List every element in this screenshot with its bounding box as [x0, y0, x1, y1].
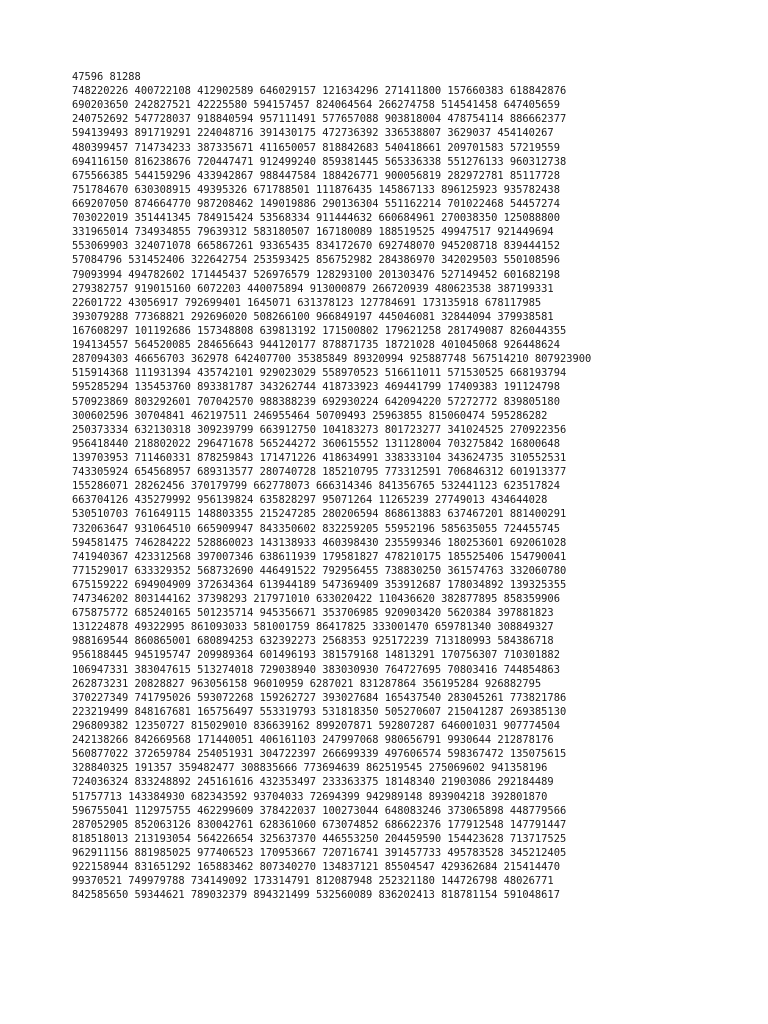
number-line: 300602596 30704841 462197511 246955464 50709493 25963855 815060474 595286282: [72, 409, 548, 422]
number-line: 724036324 833248892 245161616 432353497 233363375 18148340 21903086 292184489: [72, 776, 554, 789]
number-line: 240752692 547728037 918840594 957111491 577657088 903818004 478754114 886662377: [72, 113, 567, 126]
number-line: 99370521 749979788 734149092 173314791 812087948 252321180 144726798 48026771: [72, 875, 554, 888]
number-line: 530510703 761649115 148803355 215247285 280206594 868613883 637467201 881400291: [72, 508, 567, 521]
number-line: 131224878 49322995 861093033 581001759 86417825 333001470 659781340 308849327: [72, 621, 554, 634]
number-line: 250373334 632130318 309239799 663912750 104183273 801723277 341024525 270922356: [72, 423, 567, 436]
number-line: 988169544 860865001 680894253 632392273 2568353 925172239 713180993 584386718: [72, 635, 554, 648]
number-line: 167608297 101192686 157348808 639813192 171500802 179621258 281749087 826044355: [72, 324, 567, 337]
number-line: 328840325 191357 359482477 308835666 773694639 862519545 275069602 941358196: [72, 762, 548, 775]
number-line: 741940367 423312568 397007346 638611939 179581827 478210175 185525406 154790041: [72, 550, 567, 563]
number-line: 560877022 372659784 254051931 304722397 266699339 497606574 598367472 135075615: [72, 748, 567, 761]
number-line: 242138266 842669568 171440051 406161103 247997068 980656791 9930644 212878176: [72, 734, 554, 747]
number-line: 515914368 111931394 435742101 929023029 558970523 516611011 571530525 668193794: [72, 367, 567, 380]
number-line: 732063647 931064510 665909947 843350602 832259205 55952196 585635055 724455745: [72, 522, 560, 535]
number-line: 279382757 919015160 6072203 440075894 913000879 266720939 480623538 387199331: [72, 282, 554, 295]
number-line: 694116150 816238676 720447471 912499240 859381445 565336338 551276133 960312738: [72, 155, 567, 168]
number-line: 22601722 43056917 792699401 1645071 631378123 127784691 173135918 678117985: [72, 296, 542, 309]
number-line: 79093994 494782602 171445437 526976579 128293100 201303476 527149452 601682198: [72, 268, 560, 281]
number-line: 480399457 714734233 387335671 411650057 818842683 540418661 209701583 57219559: [72, 141, 560, 154]
number-line: 842585650 59344621 789032379 894321499 532560089 836202413 818781154 591048617: [72, 889, 560, 902]
number-line: 956418440 218802022 296471678 565244272 360615552 131128004 703275842 16800648: [72, 437, 560, 450]
number-line: 595285294 135453760 893381787 343262744 418733923 469441799 17409383 191124798: [72, 381, 560, 394]
number-line: 223219499 848167681 165756497 553319793 531818350 505270607 215041287 269385130: [72, 705, 567, 718]
number-line: 57084796 531452406 322642754 253593425 856752982 284386970 342029503 550108596: [72, 254, 560, 267]
number-line: 594581475 746284222 528860023 143138933 460398430 235599346 180253601 692061028: [72, 536, 567, 549]
number-line: 594139493 891719291 224048716 391430175 472736392 336538807 3629037 454140267: [72, 127, 554, 140]
number-line: 262873231 20828827 963056158 96010959 6287021 831287864 356195284 926882795: [72, 677, 542, 690]
number-line: 47596 81288: [72, 71, 141, 83]
number-line: 194134557 564520085 284656643 944120177 878871735 18721028 401045068 926448624: [72, 339, 560, 352]
number-line: 703022019 351441345 784915424 53568334 911444632 660684961 270038350 125088800: [72, 212, 560, 225]
number-text-block: [72, 70, 591, 902]
number-line: 287094303 46656703 362978 642407700 35385849 89320994 925887748 567514210 807923900: [72, 353, 592, 366]
number-line: 675159222 694904909 372634364 613944189 547369409 353912687 178034892 139325355: [72, 578, 567, 591]
number-line: 296809382 12350727 815029010 836639162 899207871 592807287 646001031 907774504: [72, 720, 560, 733]
number-line: 747346202 803144162 37398293 217971010 633020422 110436620 382877895 858359906: [72, 593, 560, 606]
number-line: 596755041 112975755 462299609 378422037 100273044 648083246 373065898 448779566: [72, 804, 567, 817]
number-line: 962911156 881985025 977406523 170953667 720716741 391457733 495783528 345212405: [72, 847, 567, 860]
number-line: 663704126 435279992 956139824 635828297 95071264 11265239 27749013 434644028: [72, 494, 548, 507]
number-line: 751784670 630308915 49395326 671788501 111876435 145867133 896125923 935782438: [72, 183, 560, 196]
number-line: 331965014 734934855 79639312 583180507 167180089 188519525 49947517 921449694: [72, 226, 554, 239]
number-line: 106947331 383047615 513274018 729038940 383030930 764727695 70803416 744854863: [72, 663, 560, 676]
number-line: 690203650 242827521 42225580 594157457 824064564 266274758 514541458 647405659: [72, 99, 560, 112]
number-line: 771529017 633329352 568732690 446491522 792956455 738830250 361574763 332060780: [72, 564, 567, 577]
number-line: 675566385 544159296 433942867 988447584 188426771 900056819 282972781 85117728: [72, 169, 560, 182]
number-line: 553069903 324071078 665867261 93365435 834172670 692748070 945208718 839444152: [72, 240, 560, 253]
number-line: 748220226 400722108 412902589 646029157 121634296 271411800 157660383 618842876: [72, 85, 567, 98]
number-line: 743305924 654568957 689313577 280740728 185210795 773312591 706846312 601913377: [72, 466, 567, 479]
number-line: 139703953 711460331 878259843 171471226 418634991 338333104 343624735 310552531: [72, 451, 567, 464]
number-line: 570923869 803292601 707042570 988388239 692930224 642094220 57272772 839805180: [72, 395, 560, 408]
number-line: 393079288 77368821 292696020 508266100 966849197 445046081 32844094 379938581: [72, 310, 554, 323]
number-line: 669207050 874664770 987208462 149019886 290136304 551162214 701022468 54457274: [72, 197, 560, 210]
number-line: 675875772 685240165 501235714 945356671 353706985 920903420 5620384 397881823: [72, 607, 554, 620]
number-line: 956188445 945195747 209989364 601496193 381579168 14813291 170756307 710301882: [72, 649, 560, 662]
number-line: 287052905 852063126 830042761 628361060 673074852 686622376 177912548 147791447: [72, 818, 567, 831]
number-line: 155286071 28262456 370179799 662778073 666314346 841356765 532441123 623517824: [72, 480, 560, 493]
number-line: 370227349 741795026 593072268 159262727 393027684 165437540 283045261 773821786: [72, 691, 567, 704]
number-line: 922158944 831651292 165883462 807340270 134837121 85504547 429362684 215414470: [72, 861, 560, 874]
number-line: 51757713 143384930 682343592 93704033 72694399 942989148 893904218 392801870: [72, 790, 548, 803]
number-line: 818518013 213193054 564226654 325637370 446553250 204459590 154423628 713717525: [72, 832, 567, 845]
